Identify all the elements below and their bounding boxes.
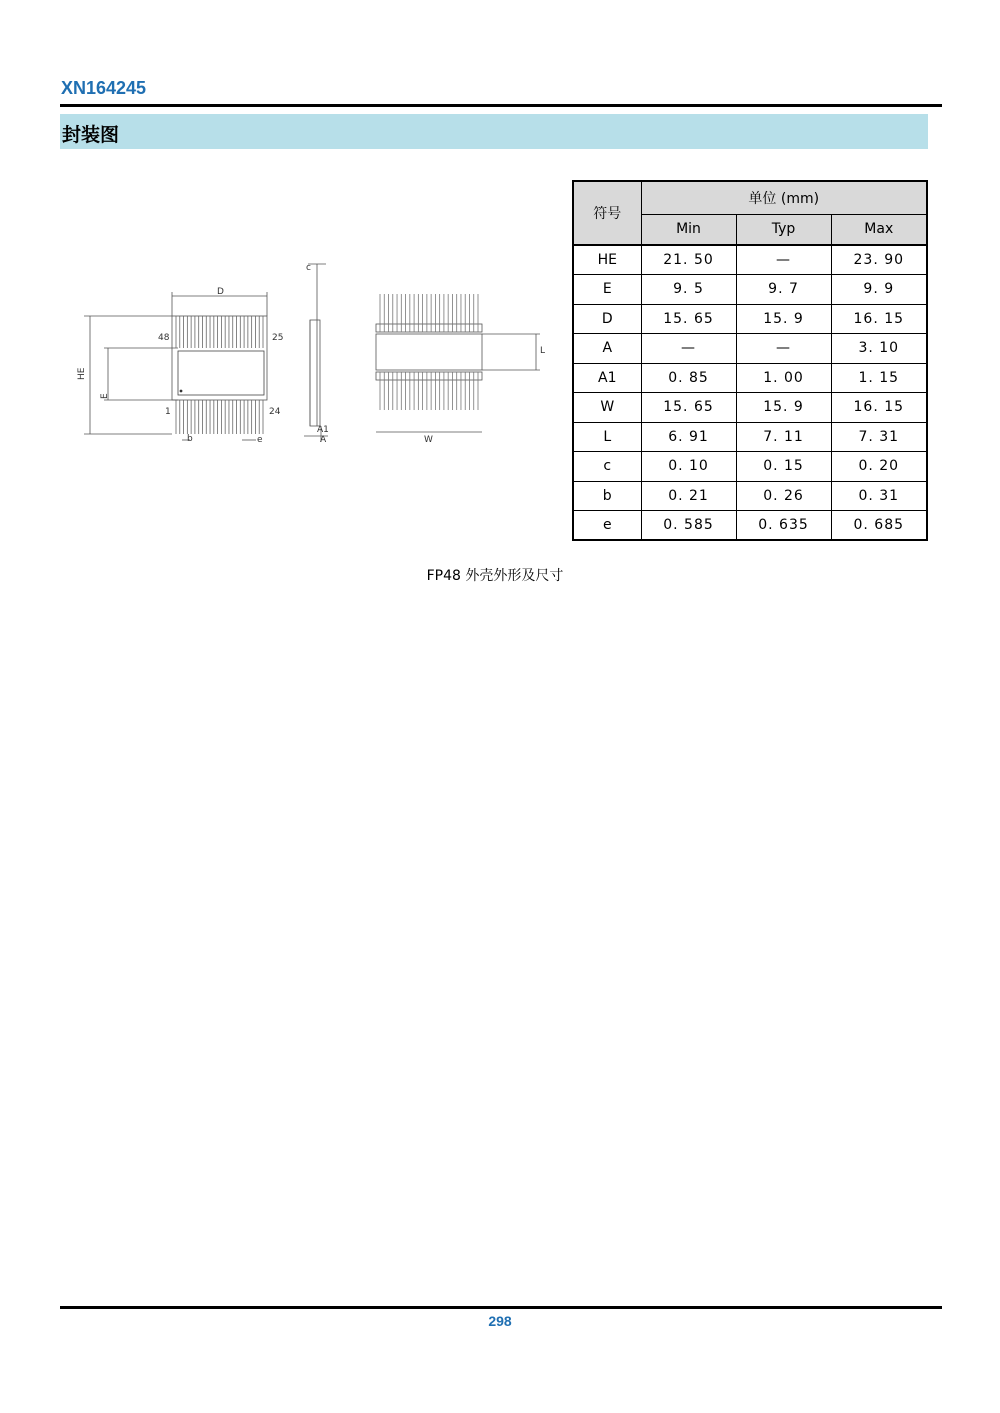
row-symbol: b [573,481,641,511]
row-typ: 0. 26 [736,481,831,511]
row-max: 1. 15 [831,363,927,393]
dimension-table [572,180,928,541]
col-typ-header: Typ [736,214,831,245]
side-view [304,264,328,442]
symbol-header: 符号 [573,181,641,245]
row-typ: — [736,245,831,275]
label-pin1: 1 [165,407,171,417]
label-pin25: 25 [272,333,284,343]
row-typ: — [736,334,831,364]
part-number: XN164245 [61,78,147,98]
row-typ: 1. 00 [736,363,831,393]
row-symbol: e [573,511,641,541]
row-min: 0. 85 [641,363,736,393]
table-row [573,304,927,334]
front-view-pins-upper [380,294,478,332]
label-L: L [540,346,546,356]
row-min: 6. 91 [641,422,736,452]
label-E: E [100,393,110,399]
table-row [573,511,927,541]
row-typ: 15. 9 [736,304,831,334]
row-typ: 15. 9 [736,393,831,423]
row-max: 7. 31 [831,422,927,452]
label-D: D [217,287,224,297]
label-pin48: 48 [158,333,170,343]
row-min: 0. 585 [641,511,736,541]
row-min: 21. 50 [641,245,736,275]
label-e: e [257,435,263,445]
table-row [573,363,927,393]
row-symbol: c [573,452,641,482]
row-min: 9. 5 [641,275,736,305]
row-typ: 0. 15 [736,452,831,482]
row-symbol: L [573,422,641,452]
row-max: 23. 90 [831,245,927,275]
label-W: W [424,435,433,445]
table-row [573,452,927,482]
row-symbol: E [573,275,641,305]
top-view-pins-lower [176,400,263,434]
label-HE: HE [77,367,87,380]
page-number: 298 [488,1313,512,1329]
row-max: 16. 15 [831,393,927,423]
footer-rule [60,1306,942,1309]
col-max-header: Max [831,214,927,245]
table-row [573,422,927,452]
row-min: 15. 65 [641,304,736,334]
row-max: 3. 10 [831,334,927,364]
row-max: 16. 15 [831,304,927,334]
pin1-marker-icon [180,390,183,393]
label-c: c [306,263,311,273]
label-A: A [320,435,327,445]
label-b: b [187,434,193,444]
row-symbol: A1 [573,363,641,393]
table-row [573,245,927,275]
label-A1: A1 [317,425,329,435]
section-bar [60,114,928,149]
table-row [573,334,927,364]
front-view [376,324,540,432]
row-min: 15. 65 [641,393,736,423]
row-max: 0. 685 [831,511,927,541]
row-typ: 0. 635 [736,511,831,541]
row-min: 0. 21 [641,481,736,511]
row-symbol: HE [573,245,641,275]
front-view-pins-lower [380,372,478,410]
row-symbol: A [573,334,641,364]
section-title: 封装图 [62,124,120,146]
unit-header: 单位 (mm) [641,181,927,214]
row-max: 0. 20 [831,452,927,482]
row-min: — [641,334,736,364]
table-row [573,275,927,305]
package-outline-svg [70,250,560,450]
top-view-pins-upper [176,316,263,348]
col-min-header: Min [641,214,736,245]
row-symbol: D [573,304,641,334]
header-rule [60,104,942,107]
row-max: 9. 9 [831,275,927,305]
row-typ: 7. 11 [736,422,831,452]
table-row [573,393,927,423]
row-symbol: W [573,393,641,423]
label-pin24: 24 [269,407,281,417]
row-typ: 9. 7 [736,275,831,305]
top-view [84,292,267,440]
package-drawing [70,250,560,450]
row-min: 0. 10 [641,452,736,482]
figure-caption: FP48 外壳外形及尺寸 [426,568,564,584]
table-row [573,481,927,511]
row-max: 0. 31 [831,481,927,511]
